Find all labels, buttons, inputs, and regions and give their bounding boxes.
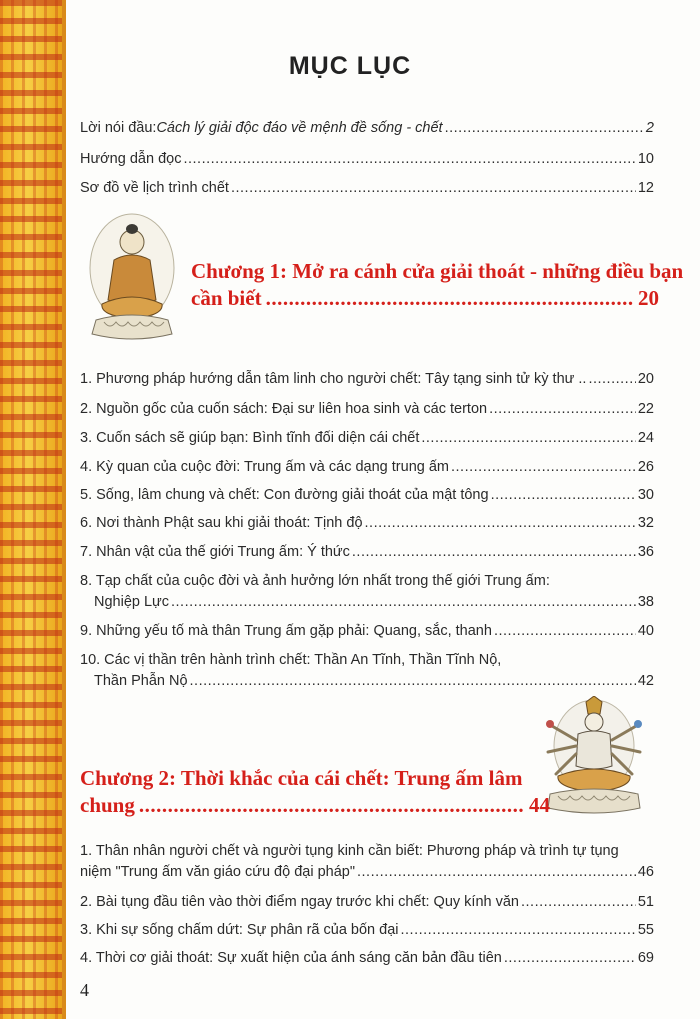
- item-page: 40: [637, 623, 654, 639]
- item-page: 46: [637, 864, 654, 880]
- entry-label: Hướng dẫn đọc: [80, 151, 182, 167]
- multi-armed-deity-icon: [536, 696, 652, 818]
- item-page: 42: [637, 673, 654, 689]
- item-label: 2. Bài tụng đầu tiên vào thời điểm ngay trước khi chết: Quy kính văn: [80, 894, 519, 910]
- item-label: 1. Thân nhân người chết và người tụng kinh cần biết: Phương pháp và trình tự tụng: [80, 843, 619, 859]
- entry-page: 12: [637, 180, 654, 196]
- toc-item[interactable]: [80, 458, 654, 476]
- toc-item[interactable]: [80, 543, 654, 561]
- leader-dots: [504, 949, 636, 967]
- item-label: 1. Phương pháp hướng dẫn tâm linh cho người chết: Tây tạng sinh tử kỳ thư ..: [80, 371, 587, 387]
- leader-dots: [445, 119, 644, 137]
- item-label: 3. Khi sự sống chấm dứt: Sự phân rã của bốn đại: [80, 922, 399, 938]
- entry-page: 10: [637, 151, 654, 167]
- toc-item[interactable]: [80, 949, 654, 967]
- toc-item[interactable]: [80, 486, 654, 504]
- item-page: 30: [637, 487, 654, 503]
- toc-item[interactable]: [80, 514, 654, 532]
- chapter-1-heading[interactable]: [191, 258, 684, 312]
- toc-entry-intro[interactable]: [80, 119, 654, 137]
- entry-label: Lời nói đầu:: [80, 120, 157, 136]
- leader-dots: [183, 150, 635, 168]
- item-page: 69: [637, 950, 654, 966]
- leader-dots: [491, 486, 636, 504]
- leader-dots: [357, 863, 636, 881]
- item-label: 10. Các vị thần trên hành trình chết: Thần An Tĩnh, Thần Tĩnh Nộ,: [80, 652, 502, 668]
- item-page: 38: [637, 594, 654, 610]
- entry-label: Sơ đồ về lịch trình chết: [80, 180, 229, 196]
- toc-entry-diagram[interactable]: [80, 179, 654, 197]
- item-label: 2. Nguồn gốc của cuốn sách: Đại sư liên hoa sinh và các terton: [80, 401, 488, 417]
- page-number: 4: [80, 980, 89, 1000]
- item-label: 7. Nhân vật của thế giới Trung ấm: Ý thức: [80, 544, 350, 560]
- item-page: 51: [637, 894, 654, 910]
- leader-dots: [266, 285, 634, 312]
- toc-item[interactable]: [80, 622, 654, 640]
- item-label: 5. Sống, lâm chung và chết: Con đường giải thoát của mật tông: [80, 487, 489, 503]
- leader-dots: [521, 893, 636, 911]
- seated-buddha-icon: [84, 212, 180, 348]
- toc-item[interactable]: [80, 921, 654, 939]
- leader-dots: [190, 672, 636, 690]
- chapter-1-title-line1: Chương 1: Mở ra cánh cửa giải thoát - những điều bạn: [191, 259, 684, 283]
- leader-dots: [451, 458, 636, 476]
- leader-dots: [494, 622, 636, 640]
- toc-item[interactable]: [80, 400, 654, 418]
- leader-dots: [588, 370, 635, 388]
- chapter-2-page: 44: [529, 793, 550, 817]
- chapter-1-page: 20: [638, 286, 659, 310]
- leader-dots: [171, 593, 636, 611]
- toc-item[interactable]: [80, 370, 654, 388]
- toc-item[interactable]: [80, 842, 654, 881]
- item-label: 8. Tạp chất của cuộc đời và ảnh hưởng lớn nhất trong thế giới Trung ấm:: [80, 573, 550, 589]
- leader-dots: [139, 792, 525, 819]
- chapter-2-title-line1: Chương 2: Thời khắc của cái chết: Trung ấm lâm: [80, 766, 523, 790]
- leader-dots: [489, 400, 636, 418]
- item-page: 26: [637, 459, 654, 475]
- chapter-1-title-line2: cần biết: [191, 286, 262, 310]
- item-label: 4. Thời cơ giải thoát: Sự xuất hiện của ánh sáng căn bản đầu tiên: [80, 950, 502, 966]
- leader-dots: [231, 179, 636, 197]
- item-label-cont: Nghiệp Lực: [94, 594, 169, 610]
- item-label: 6. Nơi thành Phật sau khi giải thoát: Tịnh độ: [80, 515, 363, 531]
- leader-dots: [401, 921, 636, 939]
- page-title: MỤC LỤC: [288, 52, 412, 80]
- toc-item[interactable]: [80, 429, 654, 447]
- leader-dots: [365, 514, 636, 532]
- toc-item[interactable]: [80, 651, 654, 690]
- item-label: 9. Những yếu tố mà thân Trung ấm gặp phải: Quang, sắc, thanh: [80, 623, 492, 639]
- item-label-cont: Thần Phẫn Nộ: [94, 673, 188, 689]
- item-page: 32: [637, 515, 654, 531]
- item-page: 24: [637, 430, 654, 446]
- item-label: 3. Cuốn sách sẽ giúp bạn: Bình tĩnh đối diện cái chết: [80, 430, 420, 446]
- leader-dots: [352, 543, 636, 561]
- item-page: 55: [637, 922, 654, 938]
- toc-item[interactable]: [80, 572, 654, 611]
- chapter-2-heading[interactable]: [80, 765, 550, 819]
- item-page: 22: [637, 401, 654, 417]
- ornamental-border: [0, 0, 62, 1019]
- item-label: 4. Kỳ quan của cuộc đời: Trung ấm và các dạng trung ấm: [80, 459, 449, 475]
- item-page: 36: [637, 544, 654, 560]
- item-label-cont: niệm "Trung ấm văn giáo cứu độ đại pháp": [80, 864, 355, 880]
- entry-label-italic: Cách lý giải độc đáo về mệnh đề sống - chết: [156, 120, 443, 136]
- chapter-2-title-line2: chung: [80, 793, 135, 817]
- entry-page: 2: [645, 120, 654, 136]
- toc-entry-guide[interactable]: [80, 150, 654, 168]
- leader-dots: [421, 429, 635, 447]
- item-page: 20: [637, 371, 654, 387]
- toc-item[interactable]: [80, 893, 654, 911]
